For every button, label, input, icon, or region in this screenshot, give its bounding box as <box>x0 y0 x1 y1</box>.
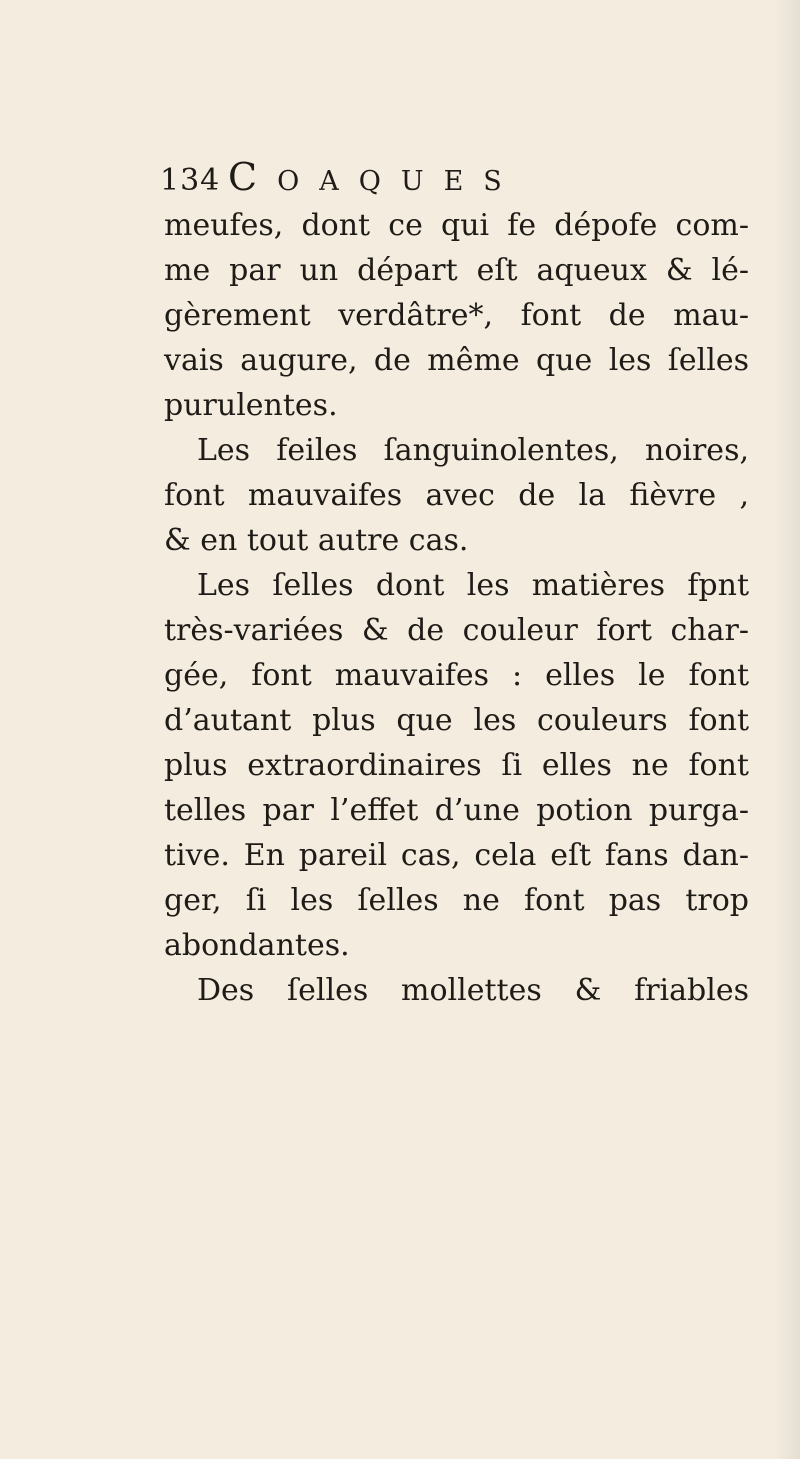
text-line: Des ſelles mollettes & friables <box>197 973 749 1008</box>
text-line: tive. En pareil cas, cela eſt fans dan- <box>164 838 749 873</box>
text-line: d’autant plus que les couleurs font <box>164 703 749 738</box>
text-line: vais augure, de même que les ſelles <box>164 343 749 378</box>
text-line: telles par l’effet d’une potion purga- <box>164 793 749 828</box>
text-line: ger, ſi les ſelles ne font pas trop <box>164 883 749 918</box>
page-number: 134 <box>160 163 221 198</box>
text-line: très-variées & de couleur fort char- <box>164 613 749 648</box>
body-text <box>164 206 749 1016</box>
text-line: gée, font mauvaifes : elles le font <box>164 658 749 693</box>
page-edge-shadow <box>774 0 800 1459</box>
text-line: gèrement verdâtre*, font de mau- <box>164 298 749 333</box>
page-header <box>160 155 760 208</box>
text-line: Les feiles ſanguinolentes, noires, <box>197 433 749 468</box>
text-line: abondantes. <box>164 928 350 963</box>
text-line: me par un départ eſt aqueux & lé- <box>164 253 749 288</box>
text-line: purulentes. <box>164 388 338 423</box>
text-line: font mauvaifes avec de la fièvre , <box>164 478 749 513</box>
text-line: plus extraordinaires ſi elles ne font <box>164 748 749 783</box>
text-line: Les ſelles dont les matières fpnt <box>197 568 749 603</box>
text-line: meufes, dont ce qui fe dépofe com- <box>164 208 749 243</box>
running-head: Coaques <box>228 155 522 199</box>
text-line: & en tout autre cas. <box>164 523 469 558</box>
